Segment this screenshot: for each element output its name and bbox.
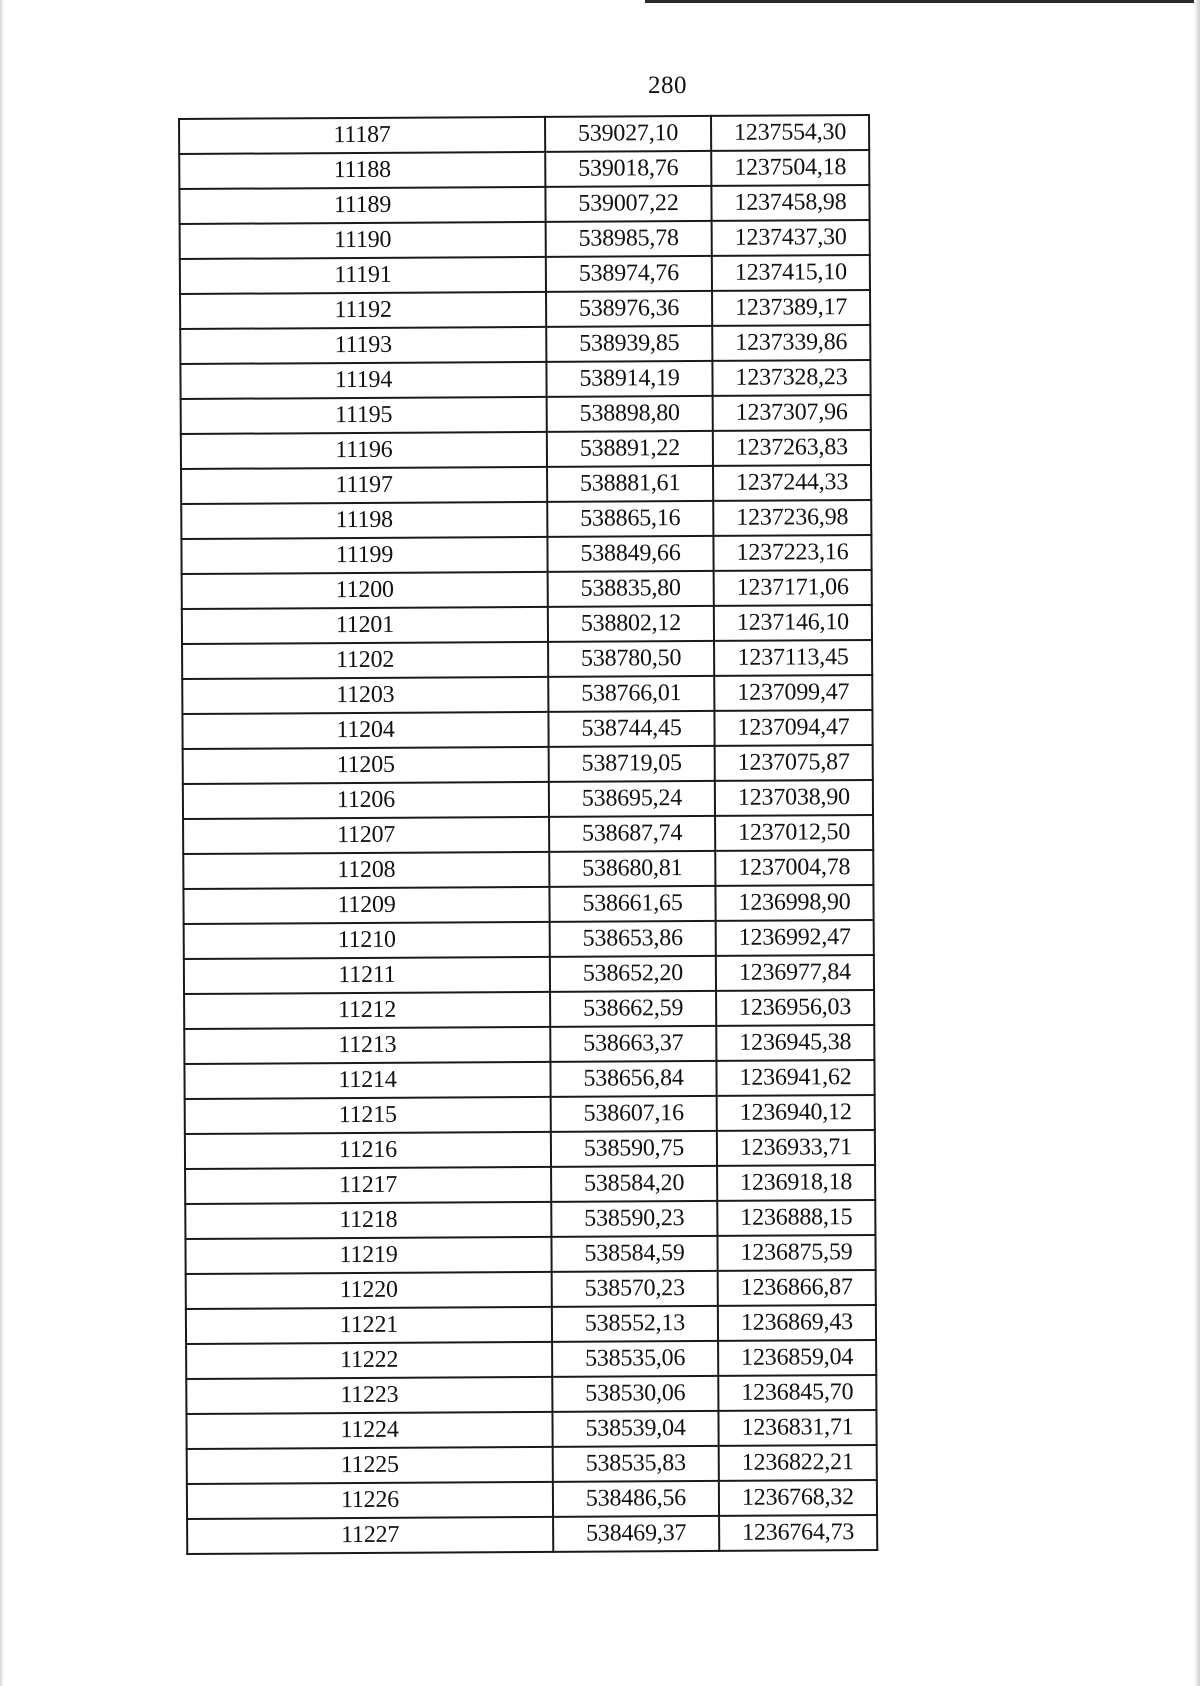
- table-row: [184, 990, 874, 1029]
- coordinates-table: [178, 114, 878, 1555]
- y-coordinate-cell: 1236941,62: [716, 1060, 874, 1096]
- point-number-cell: 11215: [185, 1097, 551, 1134]
- table-row: [181, 395, 871, 434]
- point-number-cell: 11202: [182, 642, 548, 679]
- x-coordinate-cell: 538939,85: [546, 326, 712, 362]
- table-row: [181, 430, 871, 469]
- x-coordinate-cell: 538584,20: [551, 1166, 717, 1202]
- y-coordinate-cell: 1236977,84: [716, 955, 874, 991]
- point-number-cell: 11216: [185, 1132, 551, 1169]
- table-row: [180, 360, 870, 399]
- point-number-cell: 11199: [181, 537, 547, 574]
- y-coordinate-cell: 1237244,33: [713, 465, 871, 501]
- x-coordinate-cell: 538662,59: [550, 991, 716, 1027]
- y-coordinate-cell: 1236992,47: [716, 920, 874, 956]
- table-row: [181, 500, 871, 539]
- y-coordinate-cell: 1236875,59: [717, 1235, 875, 1271]
- x-coordinate-cell: 538891,22: [547, 431, 713, 467]
- y-coordinate-cell: 1236768,32: [719, 1480, 877, 1516]
- point-number-cell: 11198: [181, 502, 547, 539]
- x-coordinate-cell: 538652,20: [550, 956, 716, 992]
- y-coordinate-cell: 1237339,86: [712, 325, 870, 361]
- point-number-cell: 11214: [184, 1062, 550, 1099]
- x-coordinate-cell: 538780,50: [548, 641, 714, 677]
- y-coordinate-cell: 1237094,47: [714, 710, 872, 746]
- point-number-cell: 11224: [186, 1412, 552, 1449]
- scan-left-edge: [0, 0, 4, 1686]
- point-number-cell: 11218: [185, 1202, 551, 1239]
- y-coordinate-cell: 1237263,83: [713, 430, 871, 466]
- y-coordinate-cell: 1237437,30: [712, 220, 870, 256]
- table-row: [180, 290, 870, 329]
- y-coordinate-cell: 1237458,98: [711, 185, 869, 221]
- point-number-cell: 11195: [181, 397, 547, 434]
- point-number-cell: 11209: [183, 887, 549, 924]
- table-row: [179, 150, 869, 189]
- x-coordinate-cell: 538469,37: [553, 1516, 719, 1552]
- table-row: [180, 220, 870, 259]
- point-number-cell: 11220: [186, 1272, 552, 1309]
- x-coordinate-cell: 538590,75: [551, 1131, 717, 1167]
- point-number-cell: 11222: [186, 1342, 552, 1379]
- point-number-cell: 11189: [179, 187, 545, 224]
- x-coordinate-cell: 538584,59: [551, 1236, 717, 1272]
- y-coordinate-cell: 1237075,87: [715, 745, 873, 781]
- y-coordinate-cell: 1237004,78: [715, 850, 873, 886]
- y-coordinate-cell: 1236831,71: [718, 1410, 876, 1446]
- scan-right-edge: [1194, 0, 1200, 1686]
- y-coordinate-cell: 1237146,10: [714, 605, 872, 641]
- x-coordinate-cell: 539007,22: [545, 186, 711, 222]
- page-number: 280: [648, 72, 687, 99]
- table-row: [187, 1480, 877, 1519]
- point-number-cell: 11190: [180, 222, 546, 259]
- table-row: [182, 640, 872, 679]
- x-coordinate-cell: 538486,56: [553, 1481, 719, 1517]
- point-number-cell: 11217: [185, 1167, 551, 1204]
- point-number-cell: 11208: [183, 852, 549, 889]
- x-coordinate-cell: 538719,05: [549, 746, 715, 782]
- y-coordinate-cell: 1236956,03: [716, 990, 874, 1026]
- x-coordinate-cell: 538552,13: [552, 1306, 718, 1342]
- table-row: [182, 710, 872, 749]
- x-coordinate-cell: 538687,74: [549, 816, 715, 852]
- x-coordinate-cell: 538849,66: [547, 536, 713, 572]
- x-coordinate-cell: 538802,12: [548, 606, 714, 642]
- table-row: [183, 850, 873, 889]
- point-number-cell: 11227: [187, 1517, 553, 1554]
- table-row: [183, 780, 873, 819]
- table-row: [185, 1165, 875, 1204]
- table-row: [185, 1095, 875, 1134]
- y-coordinate-cell: 1236888,15: [717, 1200, 875, 1236]
- point-number-cell: 11211: [184, 957, 550, 994]
- x-coordinate-cell: 538530,06: [552, 1376, 718, 1412]
- x-coordinate-cell: 538695,24: [549, 781, 715, 817]
- table-row: [187, 1515, 877, 1554]
- point-number-cell: 11201: [182, 607, 548, 644]
- y-coordinate-cell: 1237171,06: [714, 570, 872, 606]
- point-number-cell: 11205: [183, 747, 549, 784]
- x-coordinate-cell: 538661,65: [549, 886, 715, 922]
- x-coordinate-cell: 538974,76: [546, 256, 712, 292]
- y-coordinate-cell: 1236764,73: [719, 1515, 877, 1551]
- table-row: [184, 920, 874, 959]
- point-number-cell: 11212: [184, 992, 550, 1029]
- y-coordinate-cell: 1236859,04: [718, 1340, 876, 1376]
- x-coordinate-cell: 539018,76: [545, 151, 711, 187]
- x-coordinate-cell: 538835,80: [548, 571, 714, 607]
- table-row: [181, 535, 871, 574]
- x-coordinate-cell: 538881,61: [547, 466, 713, 502]
- table-row: [186, 1340, 876, 1379]
- table-row: [179, 115, 869, 154]
- point-number-cell: 11188: [179, 152, 545, 189]
- table-row: [180, 325, 870, 364]
- x-coordinate-cell: 538653,86: [550, 921, 716, 957]
- x-coordinate-cell: 538914,19: [546, 361, 712, 397]
- x-coordinate-cell: 538898,80: [547, 396, 713, 432]
- y-coordinate-cell: 1237415,10: [712, 255, 870, 291]
- x-coordinate-cell: 538865,16: [547, 501, 713, 537]
- table-row: [184, 1060, 874, 1099]
- table-row: [186, 1270, 876, 1309]
- y-coordinate-cell: 1237038,90: [715, 780, 873, 816]
- point-number-cell: 11203: [182, 677, 548, 714]
- x-coordinate-cell: 538985,78: [546, 221, 712, 257]
- x-coordinate-cell: 538535,83: [553, 1446, 719, 1482]
- x-coordinate-cell: 538590,23: [551, 1201, 717, 1237]
- table-row: [184, 1025, 874, 1064]
- x-coordinate-cell: 538656,84: [550, 1061, 716, 1097]
- table-row: [183, 815, 873, 854]
- point-number-cell: 11200: [182, 572, 548, 609]
- point-number-cell: 11207: [183, 817, 549, 854]
- x-coordinate-cell: 538976,36: [546, 291, 712, 327]
- table-row: [181, 465, 871, 504]
- table-row: [184, 955, 874, 994]
- point-number-cell: 11206: [183, 782, 549, 819]
- table-row: [183, 745, 873, 784]
- y-coordinate-cell: 1237504,18: [711, 150, 869, 186]
- point-number-cell: 11221: [186, 1307, 552, 1344]
- point-number-cell: 11210: [184, 922, 550, 959]
- x-coordinate-cell: 538535,06: [552, 1341, 718, 1377]
- table-row: [183, 885, 873, 924]
- point-number-cell: 11194: [180, 362, 546, 399]
- x-coordinate-cell: 538680,81: [549, 851, 715, 887]
- table-row: [182, 605, 872, 644]
- table-row: [185, 1200, 875, 1239]
- y-coordinate-cell: 1237307,96: [713, 395, 871, 431]
- point-number-cell: 11219: [185, 1237, 551, 1274]
- table-row: [186, 1410, 876, 1449]
- y-coordinate-cell: 1236918,18: [717, 1165, 875, 1201]
- x-coordinate-cell: 538663,37: [550, 1026, 716, 1062]
- y-coordinate-cell: 1237099,47: [714, 675, 872, 711]
- y-coordinate-cell: 1236998,90: [715, 885, 873, 921]
- y-coordinate-cell: 1237012,50: [715, 815, 873, 851]
- point-number-cell: 11196: [181, 432, 547, 469]
- table-row: [186, 1305, 876, 1344]
- y-coordinate-cell: 1237223,16: [713, 535, 871, 571]
- x-coordinate-cell: 538744,45: [548, 711, 714, 747]
- y-coordinate-cell: 1237554,30: [711, 115, 869, 151]
- x-coordinate-cell: 539027,10: [545, 116, 711, 152]
- y-coordinate-cell: 1236933,71: [717, 1130, 875, 1166]
- point-number-cell: 11192: [180, 292, 546, 329]
- y-coordinate-cell: 1236845,70: [718, 1375, 876, 1411]
- point-number-cell: 11187: [179, 117, 545, 154]
- table-row: [185, 1235, 875, 1274]
- table-row: [182, 570, 872, 609]
- coordinates-table-body: [179, 115, 877, 1554]
- scan-top-rule: [645, 0, 1200, 3]
- y-coordinate-cell: 1236945,38: [716, 1025, 874, 1061]
- y-coordinate-cell: 1236869,43: [718, 1305, 876, 1341]
- point-number-cell: 11226: [187, 1482, 553, 1519]
- point-number-cell: 11225: [187, 1447, 553, 1484]
- point-number-cell: 11223: [186, 1377, 552, 1414]
- point-number-cell: 11193: [180, 327, 546, 364]
- y-coordinate-cell: 1237236,98: [713, 500, 871, 536]
- table-row: [187, 1445, 877, 1484]
- x-coordinate-cell: 538570,23: [552, 1271, 718, 1307]
- table-row: [185, 1130, 875, 1169]
- table-row: [182, 675, 872, 714]
- x-coordinate-cell: 538607,16: [551, 1096, 717, 1132]
- y-coordinate-cell: 1237389,17: [712, 290, 870, 326]
- y-coordinate-cell: 1237328,23: [712, 360, 870, 396]
- point-number-cell: 11213: [184, 1027, 550, 1064]
- y-coordinate-cell: 1236822,21: [719, 1445, 877, 1481]
- point-number-cell: 11197: [181, 467, 547, 504]
- table-row: [186, 1375, 876, 1414]
- table-row: [179, 185, 869, 224]
- y-coordinate-cell: 1236866,87: [718, 1270, 876, 1306]
- x-coordinate-cell: 538766,01: [548, 676, 714, 712]
- y-coordinate-cell: 1236940,12: [717, 1095, 875, 1131]
- point-number-cell: 11191: [180, 257, 546, 294]
- y-coordinate-cell: 1237113,45: [714, 640, 872, 676]
- table-row: [180, 255, 870, 294]
- x-coordinate-cell: 538539,04: [552, 1411, 718, 1447]
- point-number-cell: 11204: [182, 712, 548, 749]
